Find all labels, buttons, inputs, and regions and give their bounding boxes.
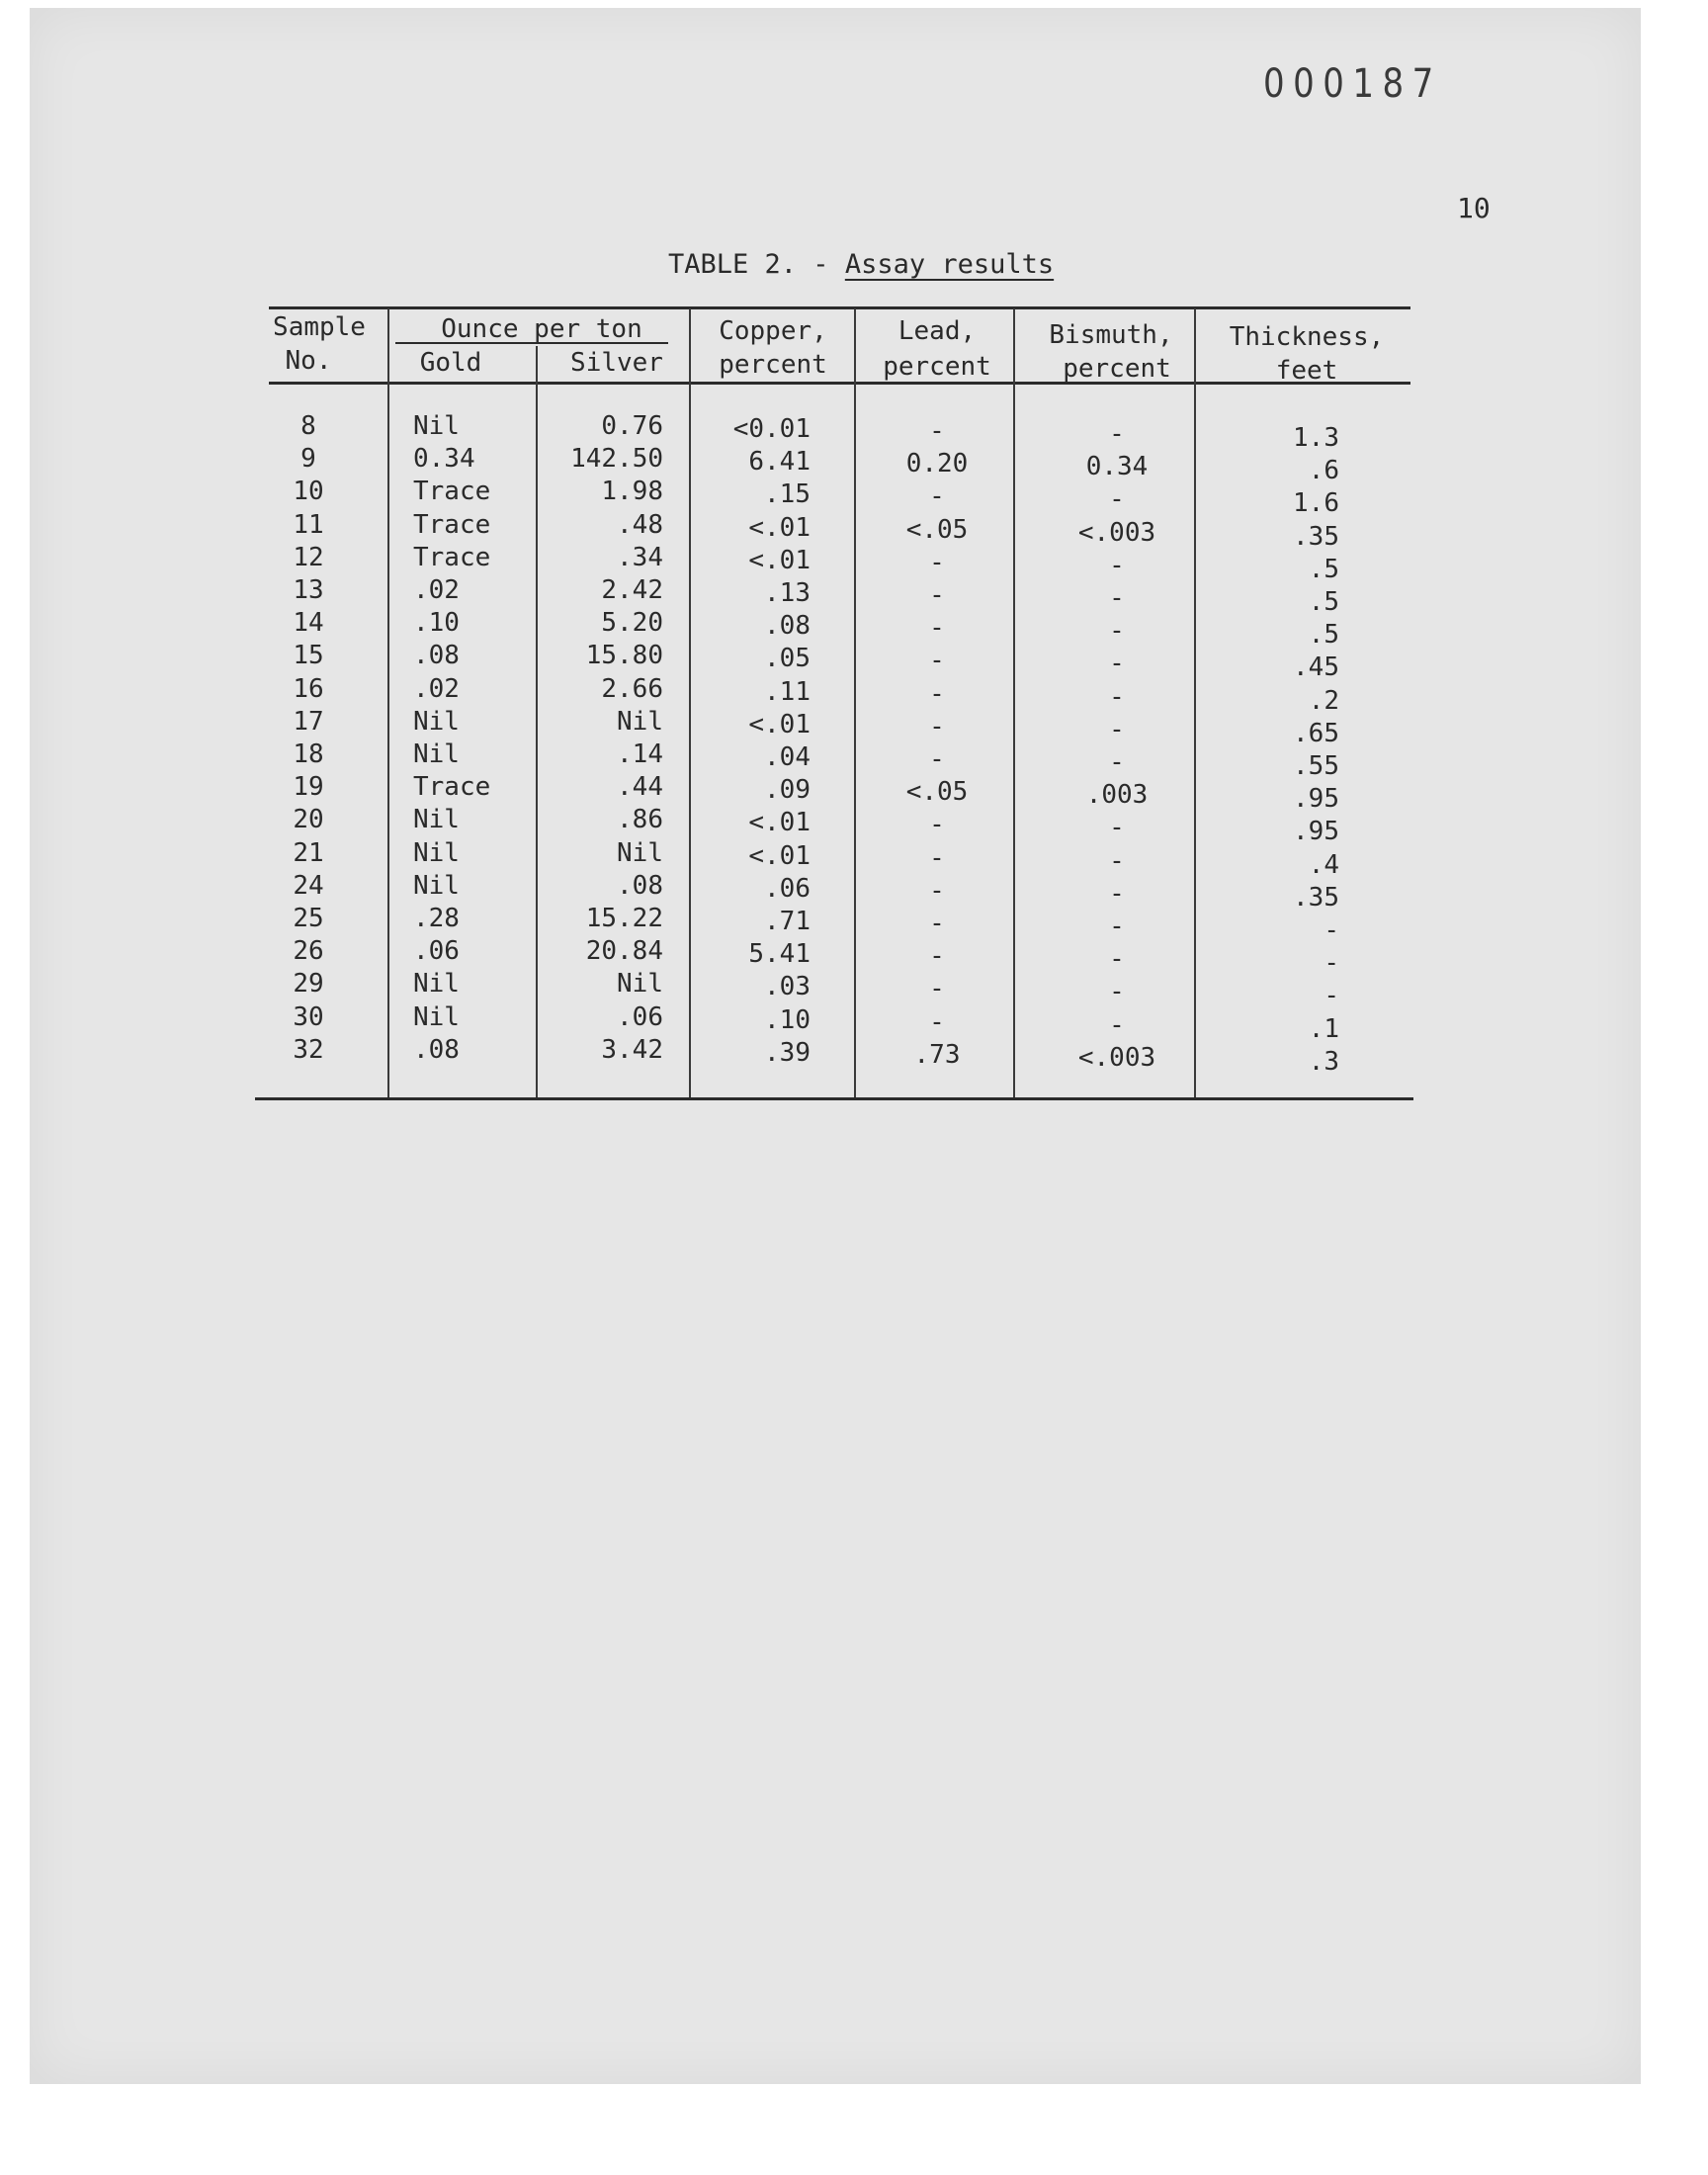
cell-sample: 24 bbox=[293, 870, 324, 901]
cell-sample: 26 bbox=[293, 936, 324, 967]
cell-bismuth: - bbox=[1109, 813, 1125, 843]
cell-silver: 142.50 bbox=[570, 444, 663, 475]
cell-copper: .08 bbox=[764, 611, 811, 642]
cell-gold: .10 bbox=[413, 608, 460, 639]
cell-silver: 5.20 bbox=[601, 608, 663, 639]
header-sample-no: No. bbox=[285, 346, 332, 376]
scanned-page bbox=[30, 8, 1641, 2084]
column-divider bbox=[536, 346, 538, 1097]
cell-silver: .14 bbox=[617, 740, 663, 769]
cell-lead: - bbox=[929, 646, 945, 676]
header-copper: Copper, bbox=[719, 316, 827, 346]
cell-gold: Nil bbox=[413, 870, 460, 901]
cell-gold: Nil bbox=[413, 706, 460, 737]
cell-sample: 17 bbox=[293, 706, 324, 737]
cell-lead: - bbox=[929, 613, 945, 644]
cell-copper: .11 bbox=[764, 676, 811, 707]
cell-silver: .08 bbox=[617, 870, 663, 901]
column-divider bbox=[854, 308, 856, 1097]
cell-lead: - bbox=[929, 547, 945, 577]
column-divider bbox=[387, 308, 389, 1097]
document-number: 000187 bbox=[1263, 61, 1442, 107]
cell-silver: 1.98 bbox=[601, 477, 663, 507]
cell-bismuth: - bbox=[1109, 681, 1125, 712]
cell-bismuth: - bbox=[1109, 649, 1125, 679]
cell-gold: .08 bbox=[413, 641, 460, 671]
cell-lead: - bbox=[929, 974, 945, 1004]
cell-lead: - bbox=[929, 580, 945, 610]
cell-gold: Nil bbox=[413, 1001, 460, 1032]
cell-sample: 30 bbox=[293, 1001, 324, 1032]
cell-sample: 15 bbox=[293, 641, 324, 671]
cell-gold: .02 bbox=[413, 673, 460, 704]
cell-silver: 20.84 bbox=[585, 936, 663, 967]
cell-thickness: .2 bbox=[1308, 685, 1339, 716]
cell-bismuth: - bbox=[1109, 714, 1125, 744]
cell-silver: 0.76 bbox=[601, 411, 663, 441]
cell-copper: .05 bbox=[764, 644, 811, 674]
table-bottom-rule bbox=[255, 1097, 1413, 1100]
header-thickness-feet: feet bbox=[1275, 356, 1338, 386]
cell-bismuth: - bbox=[1109, 977, 1125, 1007]
cell-lead: - bbox=[929, 842, 945, 873]
cell-lead: .73 bbox=[913, 1039, 961, 1070]
cell-lead: - bbox=[929, 1006, 945, 1037]
column-divider bbox=[1194, 308, 1196, 1097]
header-bottom-rule bbox=[269, 382, 1410, 385]
cell-silver: 2.42 bbox=[601, 575, 663, 605]
cell-sample: 29 bbox=[293, 969, 324, 1000]
cell-gold: .06 bbox=[413, 936, 460, 967]
cell-silver: .34 bbox=[617, 542, 663, 572]
header-lead-percent: percent bbox=[883, 352, 991, 382]
cell-gold: Nil bbox=[413, 837, 460, 868]
cell-gold: Nil bbox=[413, 740, 460, 769]
header-bismuth: Bismuth, bbox=[1049, 320, 1173, 350]
header-gold: Gold bbox=[419, 348, 482, 378]
cell-sample: 11 bbox=[293, 509, 324, 540]
cell-sample: 16 bbox=[293, 673, 324, 704]
cell-silver: Nil bbox=[617, 706, 663, 737]
cell-sample: 13 bbox=[293, 575, 324, 605]
header-bismuth-percent: percent bbox=[1063, 354, 1171, 384]
table-title-underlined: Assay results bbox=[844, 249, 1055, 280]
cell-lead: <.05 bbox=[905, 514, 969, 545]
cell-bismuth: - bbox=[1109, 878, 1125, 909]
cell-bismuth: - bbox=[1109, 550, 1125, 580]
cell-copper: <0.01 bbox=[732, 414, 811, 444]
cell-bismuth: .003 bbox=[1085, 780, 1149, 811]
cell-bismuth: - bbox=[1109, 944, 1125, 975]
cell-copper: .04 bbox=[764, 742, 811, 772]
cell-thickness: .45 bbox=[1293, 652, 1339, 683]
cell-thickness: .95 bbox=[1293, 784, 1339, 815]
table-title-prefix: TABLE 2. - bbox=[668, 249, 845, 280]
cell-bismuth: - bbox=[1109, 583, 1125, 613]
header-copper-percent: percent bbox=[719, 350, 827, 380]
cell-thickness: .5 bbox=[1308, 587, 1339, 617]
cell-copper: <.01 bbox=[748, 709, 811, 740]
cell-lead: - bbox=[929, 941, 945, 972]
cell-sample: 25 bbox=[293, 904, 324, 933]
cell-copper: 5.41 bbox=[748, 939, 811, 970]
cell-thickness: .95 bbox=[1293, 817, 1339, 847]
cell-sample: 14 bbox=[293, 608, 324, 639]
cell-copper: .71 bbox=[764, 907, 811, 936]
cell-thickness: .35 bbox=[1293, 521, 1339, 552]
cell-lead: - bbox=[929, 711, 945, 741]
header-lead: Lead, bbox=[897, 316, 977, 346]
cell-lead: - bbox=[929, 481, 945, 512]
cell-sample: 19 bbox=[293, 772, 324, 803]
table-top-rule bbox=[269, 306, 1410, 309]
cell-thickness: .1 bbox=[1308, 1013, 1339, 1044]
cell-silver: 2.66 bbox=[601, 673, 663, 704]
cell-gold: Nil bbox=[413, 969, 460, 1000]
cell-thickness: .5 bbox=[1308, 620, 1339, 651]
cell-lead: <.05 bbox=[905, 777, 969, 808]
cell-silver: 15.22 bbox=[585, 904, 663, 933]
cell-sample: 32 bbox=[293, 1034, 324, 1065]
cell-sample: 21 bbox=[293, 837, 324, 868]
cell-bismuth: - bbox=[1109, 1009, 1125, 1040]
cell-copper: 6.41 bbox=[748, 447, 811, 478]
cell-copper: <.01 bbox=[748, 545, 811, 575]
cell-copper: .13 bbox=[764, 578, 811, 608]
cell-bismuth: 0.34 bbox=[1085, 452, 1149, 482]
cell-bismuth: <.003 bbox=[1077, 1042, 1156, 1073]
cell-gold: Nil bbox=[413, 805, 460, 835]
cell-silver: .48 bbox=[617, 509, 663, 540]
column-divider bbox=[1013, 308, 1015, 1097]
cell-gold: .28 bbox=[413, 904, 460, 933]
cell-silver: 3.42 bbox=[601, 1034, 663, 1065]
cell-thickness: - bbox=[1324, 981, 1339, 1011]
cell-lead: - bbox=[929, 875, 945, 906]
cell-lead: - bbox=[929, 909, 945, 938]
cell-thickness: - bbox=[1324, 948, 1339, 979]
cell-lead: - bbox=[929, 744, 945, 774]
cell-bismuth: - bbox=[1109, 484, 1125, 515]
cell-silver: .44 bbox=[617, 772, 663, 803]
cell-gold: .08 bbox=[413, 1034, 460, 1065]
column-divider bbox=[689, 308, 691, 1097]
header-silver: Silver bbox=[570, 348, 663, 378]
cell-lead: - bbox=[929, 416, 945, 446]
cell-sample: 12 bbox=[293, 542, 324, 572]
cell-gold: 0.34 bbox=[413, 444, 475, 475]
cell-bismuth: <.003 bbox=[1077, 517, 1156, 548]
cell-lead: - bbox=[929, 678, 945, 709]
cell-thickness: .65 bbox=[1293, 718, 1339, 748]
cell-silver: .06 bbox=[617, 1001, 663, 1032]
cell-silver: .86 bbox=[617, 805, 663, 835]
cell-bismuth: - bbox=[1109, 616, 1125, 647]
cell-gold: Trace bbox=[413, 772, 491, 803]
cell-silver: Nil bbox=[617, 969, 663, 1000]
cell-copper: .10 bbox=[764, 1004, 811, 1035]
cell-copper: .06 bbox=[764, 873, 811, 904]
header-ounce-per-ton: Ounce per ton bbox=[441, 314, 642, 344]
cell-thickness: .35 bbox=[1293, 882, 1339, 913]
cell-thickness: 1.6 bbox=[1293, 488, 1339, 519]
cell-thickness: 1.3 bbox=[1293, 423, 1339, 453]
cell-copper: .09 bbox=[764, 775, 811, 806]
cell-thickness: .4 bbox=[1308, 849, 1339, 880]
cell-gold: Trace bbox=[413, 477, 491, 507]
cell-sample: 20 bbox=[293, 805, 324, 835]
cell-bismuth: - bbox=[1109, 845, 1125, 876]
cell-bismuth: - bbox=[1109, 747, 1125, 777]
cell-lead: 0.20 bbox=[905, 449, 969, 479]
cell-thickness: .3 bbox=[1308, 1046, 1339, 1077]
cell-copper: .39 bbox=[764, 1037, 811, 1068]
cell-gold: .02 bbox=[413, 575, 460, 605]
cell-lead: - bbox=[929, 810, 945, 840]
cell-thickness: .5 bbox=[1308, 554, 1339, 584]
cell-copper: <.01 bbox=[748, 808, 811, 838]
cell-gold: Trace bbox=[413, 509, 491, 540]
cell-sample: 8 bbox=[300, 411, 316, 441]
cell-gold: Nil bbox=[413, 411, 460, 441]
table-title bbox=[668, 249, 1054, 280]
cell-thickness: .6 bbox=[1308, 456, 1339, 486]
cell-sample: 9 bbox=[300, 444, 316, 475]
header-sample: Sample bbox=[273, 312, 366, 342]
cell-thickness: - bbox=[1324, 915, 1339, 945]
cell-gold: Trace bbox=[413, 542, 491, 572]
cell-silver: Nil bbox=[617, 837, 663, 868]
cell-copper: <.01 bbox=[748, 840, 811, 871]
cell-copper: .15 bbox=[764, 479, 811, 510]
cell-bismuth: - bbox=[1109, 419, 1125, 449]
cell-sample: 18 bbox=[293, 740, 324, 769]
cell-copper: <.01 bbox=[748, 512, 811, 543]
cell-thickness: .55 bbox=[1293, 751, 1339, 781]
page-number: 10 bbox=[1457, 192, 1491, 224]
header-thickness: Thickness, bbox=[1229, 322, 1385, 352]
cell-silver: 15.80 bbox=[585, 641, 663, 671]
cell-copper: .03 bbox=[764, 972, 811, 1002]
cell-bismuth: - bbox=[1109, 912, 1125, 941]
cell-sample: 10 bbox=[293, 477, 324, 507]
